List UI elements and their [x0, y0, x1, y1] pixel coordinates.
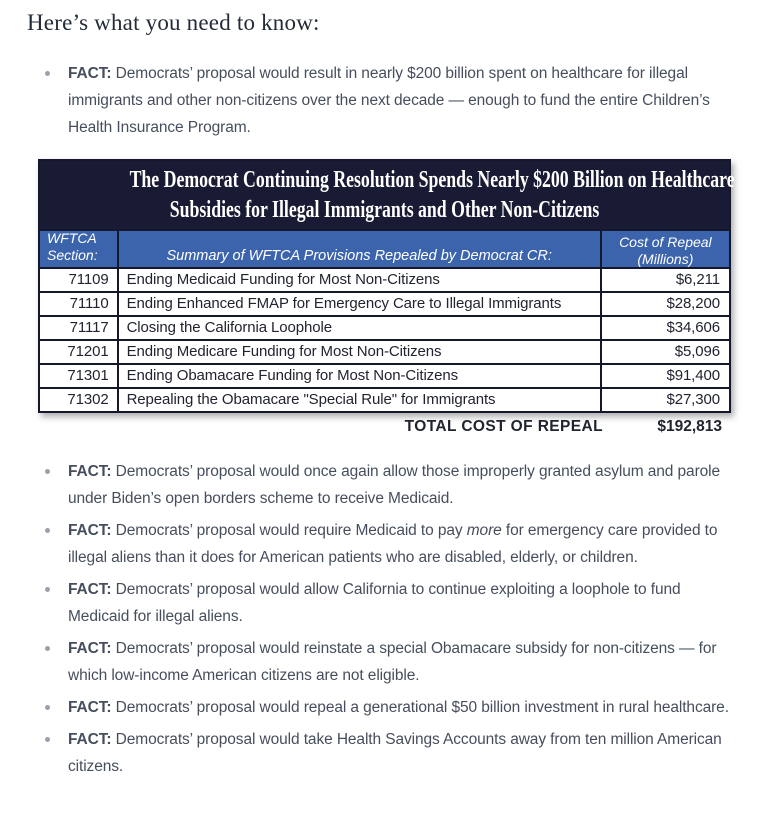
- row-cost: $34,606: [666, 319, 720, 336]
- fact-body: Democrats’ proposal would reinstate a special Obamacare subsidy for non-citizens — for which low-income American citizens are not eligible.: [68, 640, 717, 684]
- fact-text: [68, 694, 743, 721]
- total-label: TOTAL COST OF REPEAL: [404, 418, 603, 435]
- fact-item: [27, 694, 743, 721]
- fact-label: FACT:: [68, 731, 112, 748]
- row-cost: $28,200: [666, 295, 720, 312]
- fact-label: FACT:: [68, 522, 112, 539]
- row-section: 71302: [67, 391, 109, 408]
- fact-text: [68, 458, 743, 512]
- table-title-line-2: Subsidies for Illegal Immigrants and Other Non-Citizens: [169, 197, 600, 223]
- table-title-band: [40, 161, 735, 229]
- row-summary: Ending Medicaid Funding for Most Non-Citizens: [117, 269, 602, 291]
- article-body: [27, 10, 743, 780]
- fact-text: [68, 517, 743, 571]
- fact-text: [68, 60, 743, 141]
- fact-label: FACT:: [68, 699, 112, 716]
- table-header-row: [40, 229, 729, 267]
- bullet-icon: [45, 705, 50, 710]
- fact-body: Democrats’ proposal would allow California to continue exploiting a loophole to fund Medicaid for illegal aliens.: [68, 581, 681, 625]
- facts-list-bottom: [27, 458, 743, 780]
- row-section: 71301: [67, 367, 109, 384]
- fact-item: [27, 60, 743, 141]
- fact-text: [68, 726, 743, 780]
- row-section: 71109: [68, 271, 109, 288]
- fact-label: FACT:: [68, 640, 112, 657]
- fact-body-post: for emergency care provided to illegal aliens than it does for American patients who are disabled, elderly, or children.: [68, 522, 718, 566]
- fact-item: [27, 726, 743, 780]
- fact-body: Democrats’ proposal would take Health Savings Accounts away from ten million American citizens.: [68, 731, 722, 775]
- row-summary: Closing the California Loophole: [117, 317, 602, 339]
- table-row: [40, 363, 729, 387]
- fact-body: Democrats’ proposal would repeal a generational $50 billion investment in rural healthcare.: [115, 699, 729, 716]
- fact-text: [68, 635, 743, 689]
- table-row: [40, 387, 729, 411]
- row-section: 71117: [69, 319, 109, 336]
- bullet-icon: [45, 469, 50, 474]
- row-cost: $27,300: [666, 391, 720, 408]
- table-title: [129, 165, 735, 225]
- table-title-line-1: The Democrat Continuing Resolution Spends Nearly $200 Billion on Healthcare: [129, 167, 735, 193]
- row-summary: Ending Enhanced FMAP for Emergency Care to Illegal Immigrants: [117, 293, 602, 315]
- fact-label: FACT:: [68, 65, 112, 82]
- table-row: [40, 315, 729, 339]
- fact-body-pre: Democrats’ proposal would require Medicaid to pay: [115, 522, 467, 539]
- row-cost: $91,400: [666, 367, 720, 384]
- row-summary: Repealing the Obamacare "Special Rule" for Immigrants: [117, 389, 602, 411]
- table-row: [40, 267, 729, 291]
- fact-text: [68, 576, 743, 630]
- fact-item: [27, 517, 743, 571]
- facts-list-top: [27, 60, 743, 141]
- row-section: 71110: [69, 295, 109, 312]
- row-section: 71201: [67, 343, 109, 360]
- fact-label: FACT:: [68, 463, 112, 480]
- total-value: $192,813: [657, 418, 722, 435]
- col-header-cost-of-repeal: Cost of Repeal (Millions): [619, 234, 712, 267]
- bullet-icon: [45, 646, 50, 651]
- table-row: [40, 291, 729, 315]
- fact-body: Democrats’ proposal would once again allow those improperly granted asylum and parole under Biden’s open borders scheme to receive Medicaid.: [68, 463, 721, 507]
- fact-item: [27, 635, 743, 689]
- fact-item: [27, 458, 743, 512]
- table-row: [40, 339, 729, 363]
- row-cost: $6,211: [675, 271, 720, 288]
- row-summary: Ending Obamacare Funding for Most Non-Citizens: [117, 365, 602, 387]
- row-summary: Ending Medicare Funding for Most Non-Citizens: [117, 341, 602, 363]
- fact-body-emphasis: more: [466, 522, 502, 539]
- page-heading: Here’s what you need to know:: [27, 10, 320, 35]
- bullet-icon: [45, 587, 50, 592]
- fact-label: FACT:: [68, 581, 112, 598]
- bullet-icon: [45, 528, 50, 533]
- fact-body: Democrats’ proposal would result in nearly $200 billion spent on healthcare for illegal immigrants and other non-citizens over the next decade — enough to fund the entire Children’s Health Insurance Program.: [68, 65, 710, 136]
- row-cost: $5,096: [674, 343, 720, 360]
- bullet-icon: [45, 737, 50, 742]
- cost-table: [38, 159, 735, 413]
- col-header-summary: Summary of WFTCA Provisions Repealed by Democrat CR:: [117, 231, 602, 267]
- col-header-wftca-section: WFTCA Section:: [47, 230, 98, 263]
- table-total-row: [38, 416, 731, 438]
- fact-item: [27, 576, 743, 630]
- bullet-icon: [45, 71, 50, 76]
